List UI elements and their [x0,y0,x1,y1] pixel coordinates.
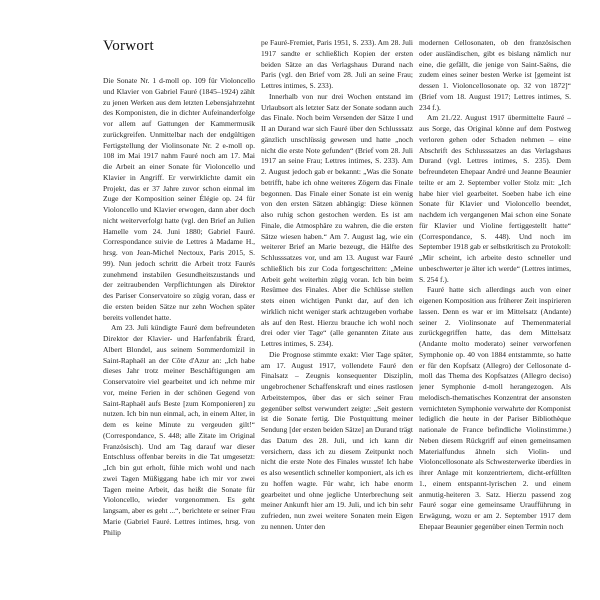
paragraph: Am 21./22. August 1917 übermittelte Fauré – aus Sorge, das Original könne auf dem Postweg verloren gehen oder Schaden nehmen – eine Abschrift des Schlusssatzes an das Verlagshaus Durand (vgl. Lettres intimes, S. 235). Dem befreundeten Ehepaar André und Jeanne Beaunier teilte er am 2. September voller Stolz mit: „Ich habe hier viel gearbeitet. Soeben habe ich eine Sonate für Klavier und Violoncello beendet, nachdem ich vergangenen Mai schon eine Sonate für Klavier und Violine fertiggestellt hatte“ (Correspondance, S. 448). Und noch im September 1918 gab er selbstkritisch zu Protokoll: „Mir scheint, ich arbeite desto schneller und unbeschwerter je älter ich werde“ (Lettres intimes, S. 254 f.). [419,113,571,284]
text-column-1 [103,76,255,598]
paragraph: Am 23. Juli kündigte Fauré dem befreundeten Direktor der Klavier- und Harfenfabrik Érard, Albert Blondel, aus seinem Sommerdomizil in Saint-Raphaël an der Côte d'Azur an: „Ich habe dieses Jahr trotz meiner Beschäftigungen am Conservatoire viel gearbeitet und ich nehme mir vor, meine Ferien in der schönen Gegend von Saint-Raphaël aufs Beste [zum Komponieren] zu nutzen. Ich bin nun einmal, ach, in einem Alter, in dem es keine Minute zu vergeuden gilt!“ (Correspondance, S. 448; alle Zitate im Original Französisch). Und am Tag darauf war dieser Entschluss offenbar bereits in die Tat umgesetzt: „Ich bin gut erholt, fühle mich wohl und nach zwei Tagen Müßiggang habe ich mir vor zwei Tagen meine Arbeit, das heißt die Sonate für Violoncello, wieder vorgenommen. Es geht langsam, aber es geht ...“, berichtete er seiner Frau Marie (Gabriel Fauré. Lettres intimes, hrsg. von Philip [103,323,255,537]
paragraph: Fauré hatte sich allerdings auch von einer eigenen Komposition aus früherer Zeit inspirieren lassen. Denn es war er im Mittelsatz (Andante) seiner 2. Violinsonate auf Themenmaterial zurückgegriffen hatte, das dem Mittelsatz (Andante molto moderato) seiner verworfenen Symphonie op. 40 von 1884 entstammte, so hatte er für den Kopfsatz (Allegro) der Cellosonate d-moll das Thema des Kopfsatzes (Allegro deciso) jener Symphonie d-moll herangezogen. Als melodisch-thematisches Konzentrat der ansonsten vernichteten Symphonie verwahrte der Komponist lediglich die heute in der Pariser Bibliothèque nationale de France befindliche Violinstimme.) Neben diesem Rückgriff auf einen gemeinsamen Materialfundus ähneln sich Violin- und Violoncellosonate als Schwesterwerke überdies in ihrer Anlage mit konzentriertem, dicht-erfüllten 1., einem entspannt-lyrischen 2. und einem anmutig-heiteren 3. Satz. Hierzu passend zog Fauré sogar eine gemeinsame Uraufführung in Erwägung, wozu er am 2. September 1917 dem Ehepaar Beaunier gegenüber einen Termin noch [419,285,571,531]
paragraph: Die Sonate Nr. 1 d-moll op. 109 für Violoncello und Klavier von Gabriel Fauré (1845–1924) zählt zu jenen Werken aus dem letzten Lebensjahrzehnt des Komponisten, die in dichter Aufeinanderfolge vor allem auf Gattungen der Kammermusik zurückgreifen. Unmittelbar nach der endgültigen Fertigstellung der Violinsonate Nr. 2 e-moll op. 108 im Mai 1917 nahm Fauré noch am 17. Mai die Arbeit an einer Sonate für Violoncello und Klavier in Angriff. Er verwirklichte damit ein Projekt, das er 37 Jahre zuvor schon einmal im Zuge der Komposition seiner Élégie op. 24 für Violoncello und Klavier erwogen, dann aber doch nicht weiterverfolgt hatte (vgl. den Brief an Julien Hamelle vom 24. Juni 1880; Gabriel Fauré. Correspondance suivie de Lettres à Madame H., hrsg. von Jean-Michel Nectoux, Paris 2015, S. 99). Nun jedoch schritt die Arbeit trotz Faurés zunehmend instabilen Gesundheitszustands und der zeitraubenden Verpflichtungen als Direktor des Pariser Conservatoire so zügig voran, dass er die ersten beiden Sätze nur zehn Wochen später bereits vollendet hatte. [103,76,255,322]
paragraph: pe Fauré-Fremiet, Paris 1951, S. 233). Am 28. Juli 1917 sandte er schließlich Kopien der ersten beiden Sätze an das Verlagshaus Durand nach Paris (vgl. den Brief vom 28. Juli an seine Frau; Lettres intimes, S. 233). [261,38,413,90]
text-column-2 [261,38,413,598]
paragraph: Die Prognose stimmte exakt: Vier Tage später, am 17. August 1917, vollendete Fauré den Finalsatz – Zeugnis konsequenter Disziplin, ungebrochener Schaffenskraft und eines rastlosen Arbeitstempos, über das er sich seiner Frau gegenüber selbst verwundert zeigte: „Seit gestern ist die Sonate fertig. Die Postquittung meiner Sendung [der ersten beiden Sätze] an Durand trägt das Datum des 28. Juli, und ich kann dir versichern, dass ich zu diesem Zeitpunkt noch nicht die erste Note des Finales wusste! Ich habe es also wesentlich schneller komponiert, als ich es zu hoffen wagte. Für wahr, ich habe enorm gearbeitet und ohne jegliche Unterbrechung seit meiner Ankunft hier am 19. Juli, und ich bin sehr zufrieden, nun zwei weitere Sonaten mein Eigen zu nennen. Unter den [261,349,413,531]
paragraph: Innerhalb von nur drei Wochen entstand im Urlaubsort als letzter Satz der Sonate sodann auch das Finale. Noch beim Versenden der Sätze I und II an Durand war sich Fauré über den Schlusssatz gänzlich unschlüssig gewesen und hatte „noch nicht die erste Note gefunden“ (Brief vom 28. Juli 1917 an seine Frau; Lettres intimes, S. 233). Am 2. August jedoch gab er bekannt: „Was die Sonate betrifft, habe ich ohne weiteres Zögern das Finale begonnen. Das Finale einer Sonate ist ein wenig von den ersten Sätzen abhängig: Diese können also ruhig schon gestochen werden. Es ist am Finale, die Atmosphäre zu wahren, die die ersten Sätze wiesen haben.“ Am 7. August lag, wie ein weiterer Brief an Marie bezeugt, die Hälfte des Schlusssatzes vor, und am 13. August war Fauré schließlich bis zur Coda fortgeschritten: „Meine Arbeit geht weiterhin zügig voran. Ich bin beim Resümee des Finales. Aber die Schlüsse stellen stets einen wichtigen Punkt dar, auf den ich wirklich nicht weniger stark achtzugeben vorhabe als auf den Rest. Hierzu brauche ich wohl noch drei oder vier Tage“ (alle genannten Zitate aus Lettres intimes, S. 234). [261,91,413,348]
paragraph: modernen Cellosonaten, ob den französischen oder ausländischen, gibt es bislang nämlich nur eine, die gefällt, die jenige von Saint-Saëns, die zudem eines seiner besten Werke ist [gemeint ist dessen 1. Violoncellosonate op. 32 von 1872]“ (Brief vom 18. August 1917; Lettres intimes, S. 234 f.). [419,38,571,112]
text-column-3 [419,38,571,598]
page-heading: Vorwort [103,38,154,54]
